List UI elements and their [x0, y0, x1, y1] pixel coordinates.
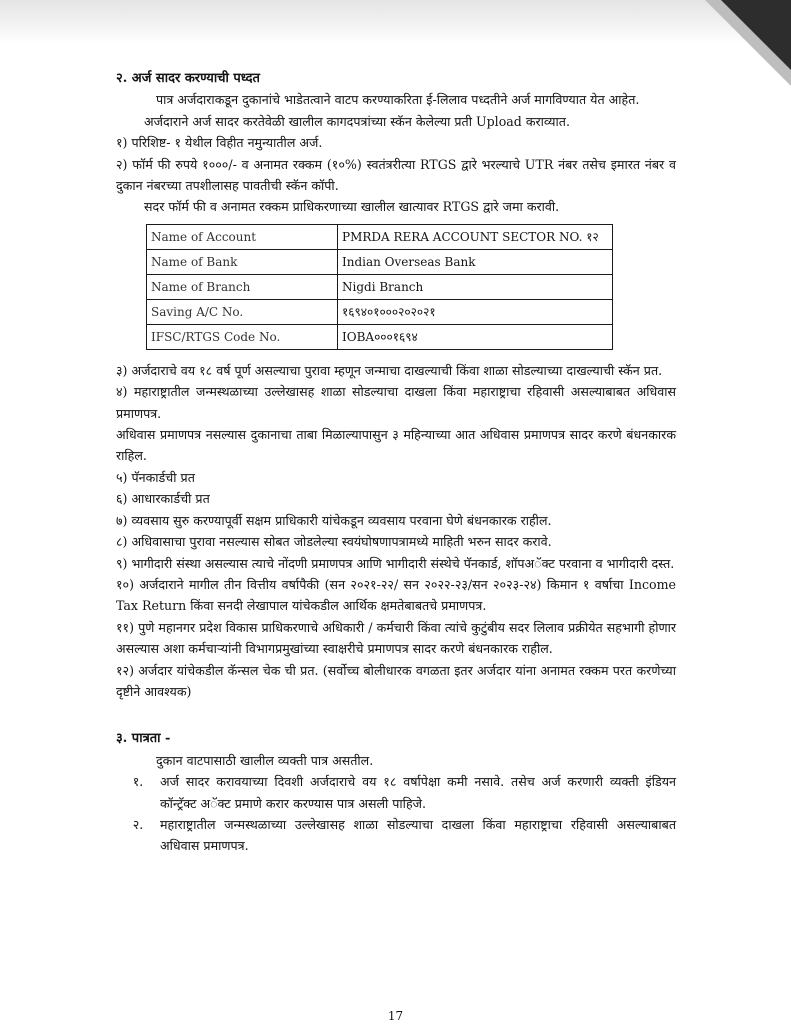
eligibility-list — [116, 771, 676, 857]
doc-item-1: १) परिशिष्ट- १ येथील विहीत नमुन्यातील अर्ज. — [116, 135, 323, 151]
folded-corner — [721, 0, 791, 70]
page-number: 17 — [387, 1009, 404, 1023]
table-intro: सदर फॉर्म फी व अनामत रक्कम प्राधिकरणाच्या खालील खात्यावर RTGS द्वारे जमा करावी. — [144, 199, 560, 215]
doc-item-2: २) फॉर्म फी रुपये १०००/- व अनामत रक्कम (१०%) स्वतंत्ररीत्या RTGS द्वारे भरल्याचे UTR नंबर तसेच इमारत नंबर व दुकान नंबरच्या तपशीलासह पावतीची स्कॅन कॉपी. — [116, 156, 676, 194]
section-2-intro: पात्र अर्जदाराकडून दुकानांचे भाडेतत्वाने वाटप करण्याकरिता ई-लिलाव पध्दतीने अर्ज मागविण्यात येत आहेत. — [156, 92, 640, 108]
list-item-number: १. — [132, 774, 144, 790]
doc-item-12: १२) अर्जदार यांचेकडील कॅन्सल चेक ची प्रत. (सर्वोच्च बोलीधारक वगळता इतर अर्जदार यांना अनामत रक्कम परत करणेच्या दृष्टीने आवश्यक) — [116, 662, 676, 699]
doc-item-10: १०) अर्जदाराने मागील तीन वित्तीय वर्षापैकी (सन २०२१-२२/ सन २०२२-२३/सन २०२३-२४) किमान १ वर्षाचा Income Tax Return किंवा सनदी लेखापाल यांचेकडील आर्थिक क्षमतेबाबतचे प्रमाणपत्र. — [116, 576, 676, 614]
doc-item-8: ८) अधिवासाचा पुरावा नसल्यास सोबत जोडलेल्या स्वयंघोषणापत्रामध्ये माहिती भरुन सादर करावे. — [116, 534, 552, 550]
doc-item-7: ७) व्यवसाय सुरु करण्यापूर्वी सक्षम प्राधिकारी यांचेकडून व्यवसाय परवाना घेणे बंधनकारक राहील. — [116, 512, 552, 528]
table-cell-label: IFSC/RTGS Code No. — [147, 324, 338, 349]
list-item — [116, 771, 676, 814]
table-row — [147, 274, 613, 299]
doc-item-5: ५) पॅनकार्डची प्रत — [116, 469, 195, 485]
list-item-text: अर्ज सादर करावयाच्या दिवशी अर्जदाराचे वय १८ वर्षापेक्षा कमी नसावे. तसेच अर्ज करणारी व्यक्ती इंडियन कॉन्ट्रॅक्ट अॅक्ट प्रमाणे करार करण्यास पात्र असली पाहिजे. — [160, 774, 676, 811]
section-spacer — [116, 702, 676, 728]
bank-details-table — [146, 224, 613, 350]
doc-item-6: ६) आधारकार्डची प्रत — [116, 491, 210, 507]
doc-item-3: ३) अर्जदाराचे वय १८ वर्ष पूर्ण असल्याचा पुरावा म्हणून जन्माचा दाखल्याची किंवा शाळा सोडल्याच्या दाखल्याची स्कॅन प्रत. — [116, 362, 663, 378]
list-item — [116, 814, 676, 857]
list-item-text: महाराष्ट्रातील जन्मस्थळाच्या उल्लेखासह शाळा सोडल्याचा दाखला किंवा महाराष्ट्राचा रहिवासी असल्याबाबत अधिवास प्रमाणपत्र. — [160, 816, 676, 854]
doc-item-4: ४) महाराष्ट्रातील जन्मस्थळाच्या उल्लेखासह शाळा सोडल्याचा दाखला किंवा महाराष्ट्राचा रहिवासी असल्याबाबत अधिवास प्रमाणपत्र. — [116, 384, 676, 421]
table-cell-value: PMRDA RERA ACCOUNT SECTOR NO. १२ — [338, 224, 613, 249]
table-cell-value: १६९४०१०००२०२०२१ — [338, 299, 613, 324]
table-row — [147, 224, 613, 249]
table-row — [147, 324, 613, 349]
table-cell-label: Saving A/C No. — [147, 299, 338, 324]
table-row — [147, 249, 613, 274]
section-3-intro: दुकान वाटपासाठी खालील व्यक्ती पात्र असतील. — [156, 752, 374, 768]
section-3-heading: ३. पात्रता - — [116, 731, 171, 747]
upload-note: अर्जदाराने अर्ज सादर करतेवेळी खालील कागदपत्रांच्या स्कॅन केलेल्या प्रती Upload कराव्यात. — [144, 113, 570, 129]
table-cell-label: Name of Branch — [147, 274, 338, 299]
table-row — [147, 299, 613, 324]
doc-item-4-note: अधिवास प्रमाणपत्र नसल्यास दुकानाचा ताबा मिळाल्यापासुन ३ महिन्याच्या आत अधिवास प्रमाणपत्र सादर करणे बंधनकारक राहिल. — [116, 427, 676, 464]
table-cell-value: IOBA०००१६९४ — [338, 324, 613, 349]
table-cell-value: Indian Overseas Bank — [338, 249, 613, 274]
table-cell-value: Nigdi Branch — [338, 274, 613, 299]
doc-item-11: ११) पुणे महानगर प्रदेश विकास प्राधिकरणाचे अधिकारी / कर्मचारी किंवा त्यांचे कुटुंबीय सदर लिलाव प्रक्रीयेत सहभागी होणार असल्यास अशा कर्मचाऱ्यांनी विभागप्रमुखांच्या स्वाक्षरीचे प्रमाणपत्र सादर करणे बंधनकारक राहील. — [116, 619, 676, 657]
table-cell-label: Name of Bank — [147, 249, 338, 274]
scan-shadow — [0, 0, 791, 44]
doc-item-9: ९) भागीदारी संस्था असल्यास त्याचे नोंदणी प्रमाणपत्र आणि भागीदारी संस्थेचे पॅनकार्ड, शॉपअॅक्ट परवाना व भागीदारी दस्त. — [116, 555, 675, 571]
list-item-number: २. — [132, 816, 144, 832]
table-cell-label: Name of Account — [147, 224, 338, 249]
page-content — [116, 68, 676, 857]
section-2-heading: २. अर्ज सादर करण्याची पध्दत — [116, 71, 260, 86]
